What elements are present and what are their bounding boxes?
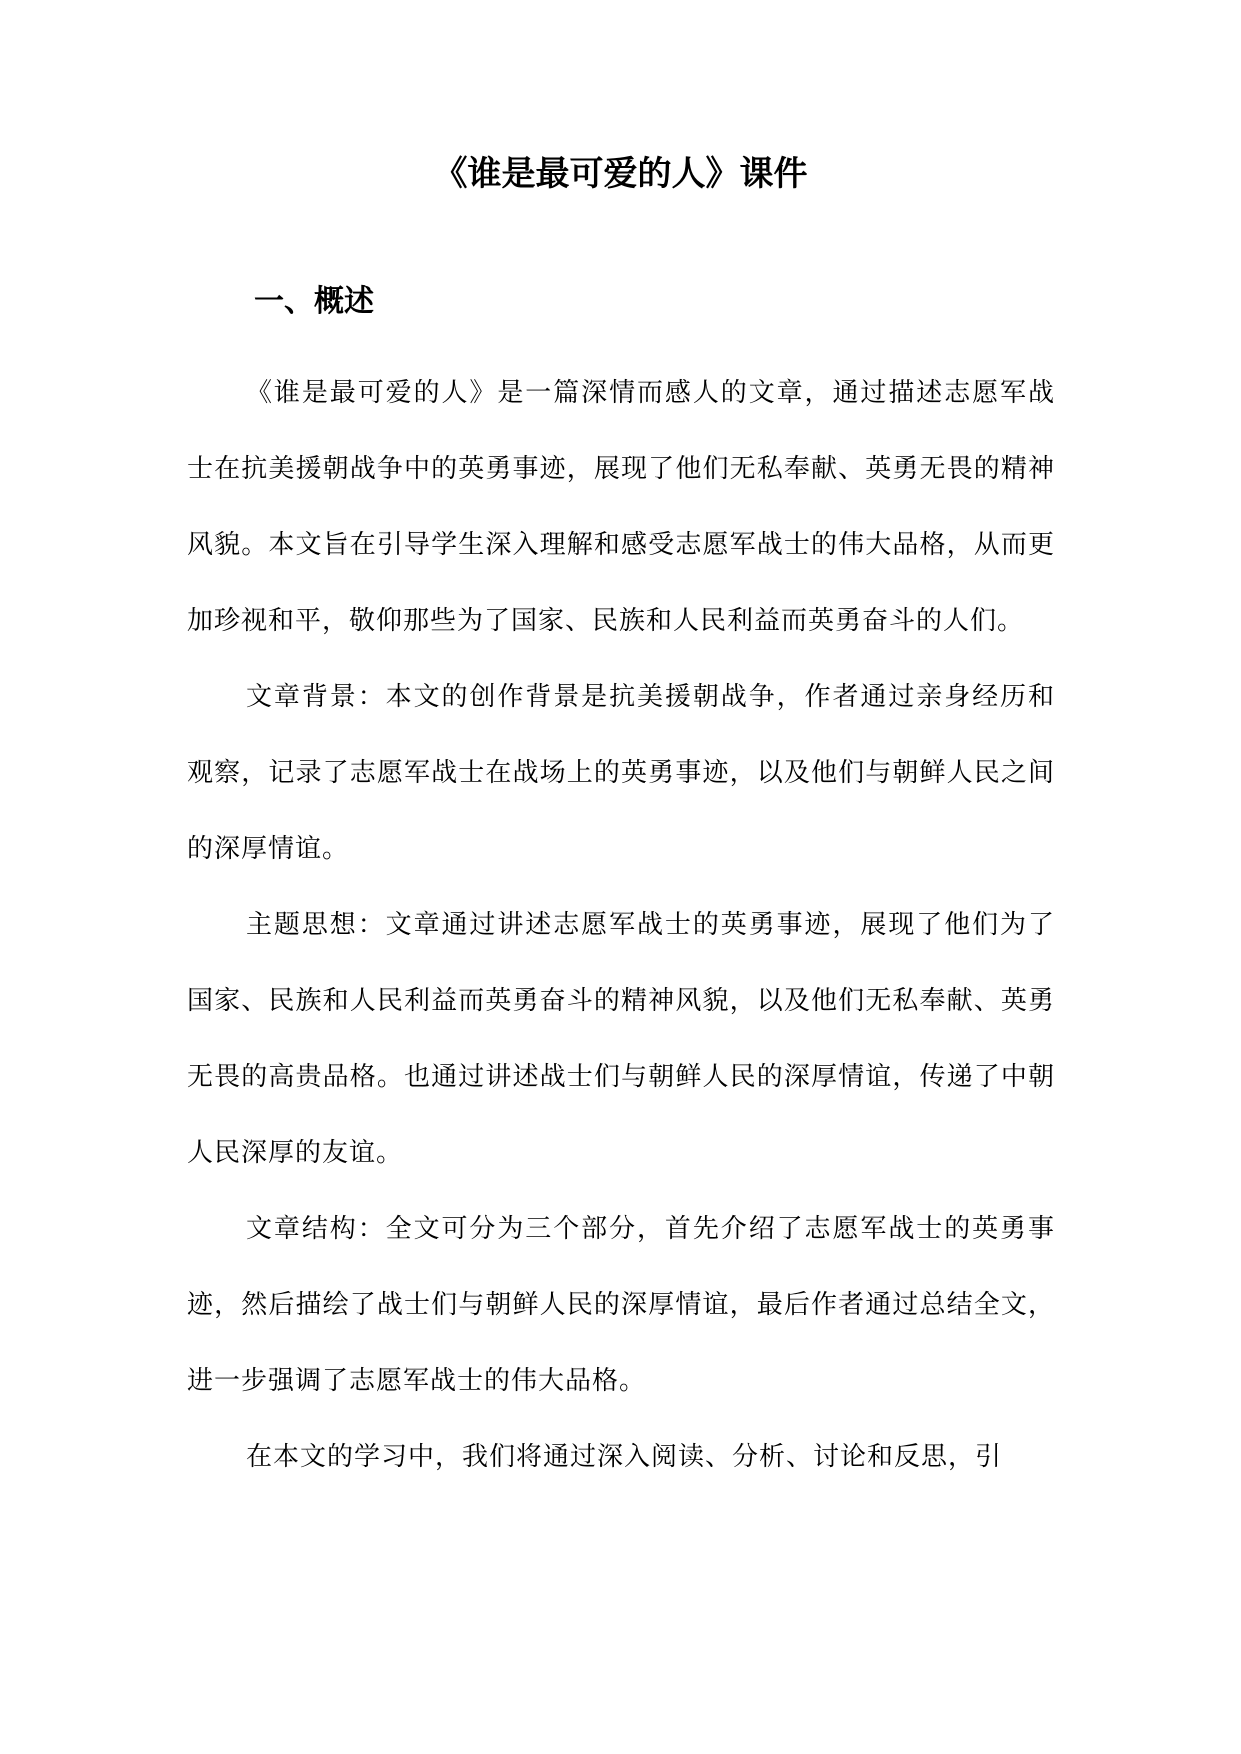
paragraph-theme: 主题思想：文章通过讲述志愿军战士的英勇事迹，展现了他们为了国家、民族和人民利益而英勇奋斗的精神风貌，以及他们无私奉献、英勇无畏的高贵品格。也通过讲述战士们与朝鲜人民的深厚情谊，传递了中朝人民深厚的友谊。 bbox=[187, 910, 1055, 1168]
document-title: 《谁是最可爱的人》课件 bbox=[433, 154, 808, 194]
section-heading-overview: 一、概述 bbox=[254, 284, 374, 319]
paragraph-background: 文章背景：本文的创作背景是抗美援朝战争，作者通过亲身经历和观察，记录了志愿军战士在战场上的英勇事迹，以及他们与朝鲜人民之间的深厚情谊。 bbox=[187, 682, 1055, 864]
paragraph-study: 在本文的学习中，我们将通过深入阅读、分析、讨论和反思，引 bbox=[246, 1442, 1003, 1472]
body-text bbox=[187, 355, 1055, 1495]
paragraph-structure: 文章结构：全文可分为三个部分，首先介绍了志愿军战士的英勇事迹，然后描绘了战士们与朝鲜人民的深厚情谊，最后作者通过总结全文，进一步强调了志愿军战士的伟大品格。 bbox=[187, 1214, 1055, 1396]
paragraph-intro: 《谁是最可爱的人》是一篇深情而感人的文章，通过描述志愿军战士在抗美援朝战争中的英勇事迹，展现了他们无私奉献、英勇无畏的精神风貌。本文旨在引导学生深入理解和感受志愿军战士的伟大品格，从而更加珍视和平，敬仰那些为了国家、民族和人民利益而英勇奋斗的人们。 bbox=[187, 378, 1055, 636]
